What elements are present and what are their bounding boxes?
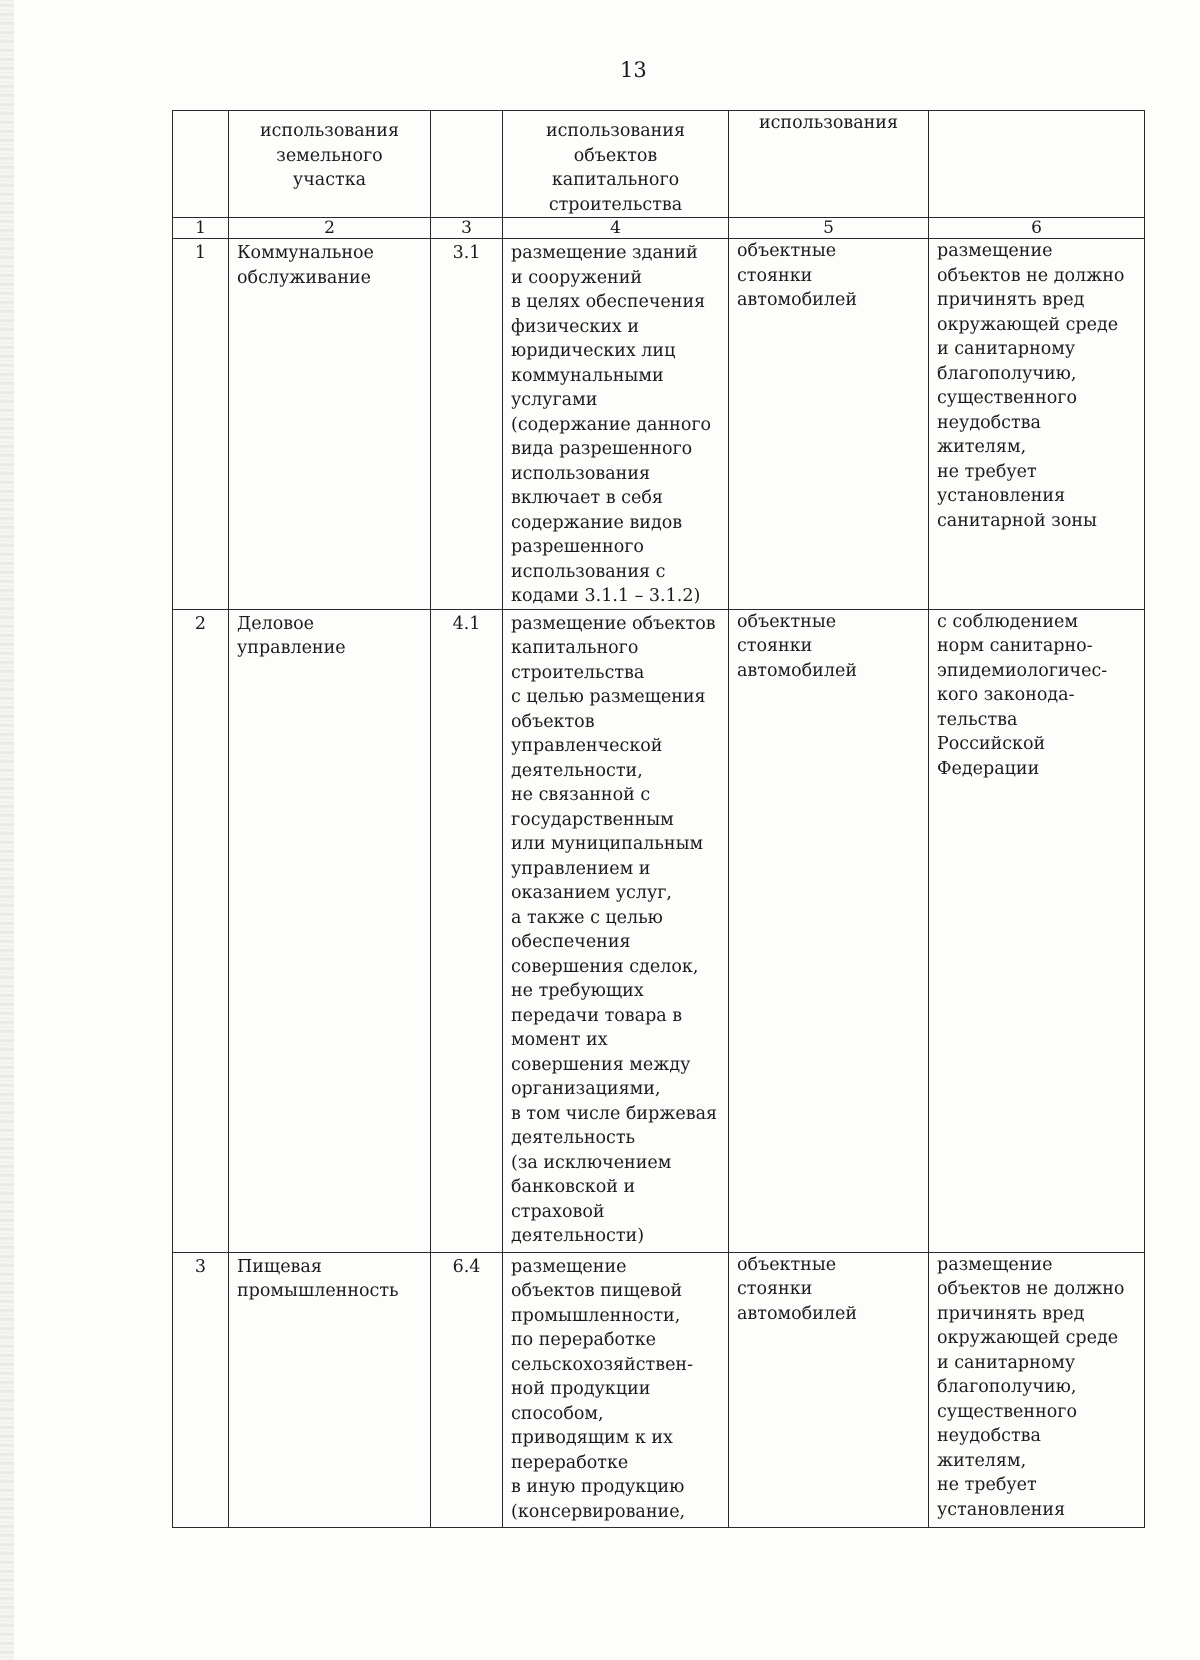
land-use-name: Пищевая промышленность [229,1252,431,1527]
row-number: 1 [173,239,229,610]
header-cell-6 [929,111,1145,218]
column-number-row [173,218,1145,239]
land-use-description: размещение зданий и сооружений в целях обеспечения физических и юридических лиц коммунальными услугами (содержание данного вида разрешенного использования включает в себя содержание видов разрешенного использования с кодами 3.1.1 – 3.1.2) [503,239,729,610]
use-conditions: размещение объектов не должно причинять вред окружающей среде и санитарному благополучию, существенного неудобства жителям, не требует установления санитарной зоны [929,239,1145,610]
header-cell-1 [173,111,229,218]
auxiliary-use: объектные стоянки автомобилей [729,609,929,1252]
auxiliary-use: объектные стоянки автомобилей [729,239,929,610]
land-use-name: Коммунальное обслуживание [229,239,431,610]
scan-edge-artifact [0,0,14,1660]
row-number: 2 [173,609,229,1252]
column-number: 5 [729,218,929,239]
table-row [173,609,1145,1252]
auxiliary-use: объектные стоянки автомобилей [729,1252,929,1527]
table-header-row [173,111,1145,218]
column-number: 2 [229,218,431,239]
land-use-description: размещение объектов капитального строительства с целью размещения объектов управленческой деятельности, не связанной с государственным или муниципальным управлением и оказанием услуг, а также с целью обеспечения совершения сделок, не требующих передачи товара в момент их совершения между организациями, в том числе биржевая деятельность (за исключением банковской и страховой деятельности) [503,609,729,1252]
land-use-code: 4.1 [431,609,503,1252]
table-row [173,239,1145,610]
column-number: 6 [929,218,1145,239]
land-use-code: 6.4 [431,1252,503,1527]
column-number: 1 [173,218,229,239]
column-number: 4 [503,218,729,239]
land-use-description: размещение объектов пищевой промышленности, по переработке сельскохозяйствен- ной продукции способом, приводящим к их переработке в иную продукцию (консервирование, [503,1252,729,1527]
header-cell-4: использования объектов капитального строительства [503,111,729,218]
table-row [173,1252,1145,1527]
land-use-code: 3.1 [431,239,503,610]
row-number: 3 [173,1252,229,1527]
land-use-name: Деловое управление [229,609,431,1252]
column-number: 3 [431,218,503,239]
use-conditions: с соблюдением норм санитарно- эпидемиологичес- кого законода- тельства Российской Федерации [929,609,1145,1252]
use-conditions: размещение объектов не должно причинять вред окружающей среде и санитарному благополучию, существенного неудобства жителям, не требует установления [929,1252,1145,1527]
header-cell-2: использования земельного участка [229,111,431,218]
header-cell-5: использования [729,111,929,218]
page-number: 13 [620,58,647,82]
header-cell-3 [431,111,503,218]
land-use-table [172,110,1145,1528]
